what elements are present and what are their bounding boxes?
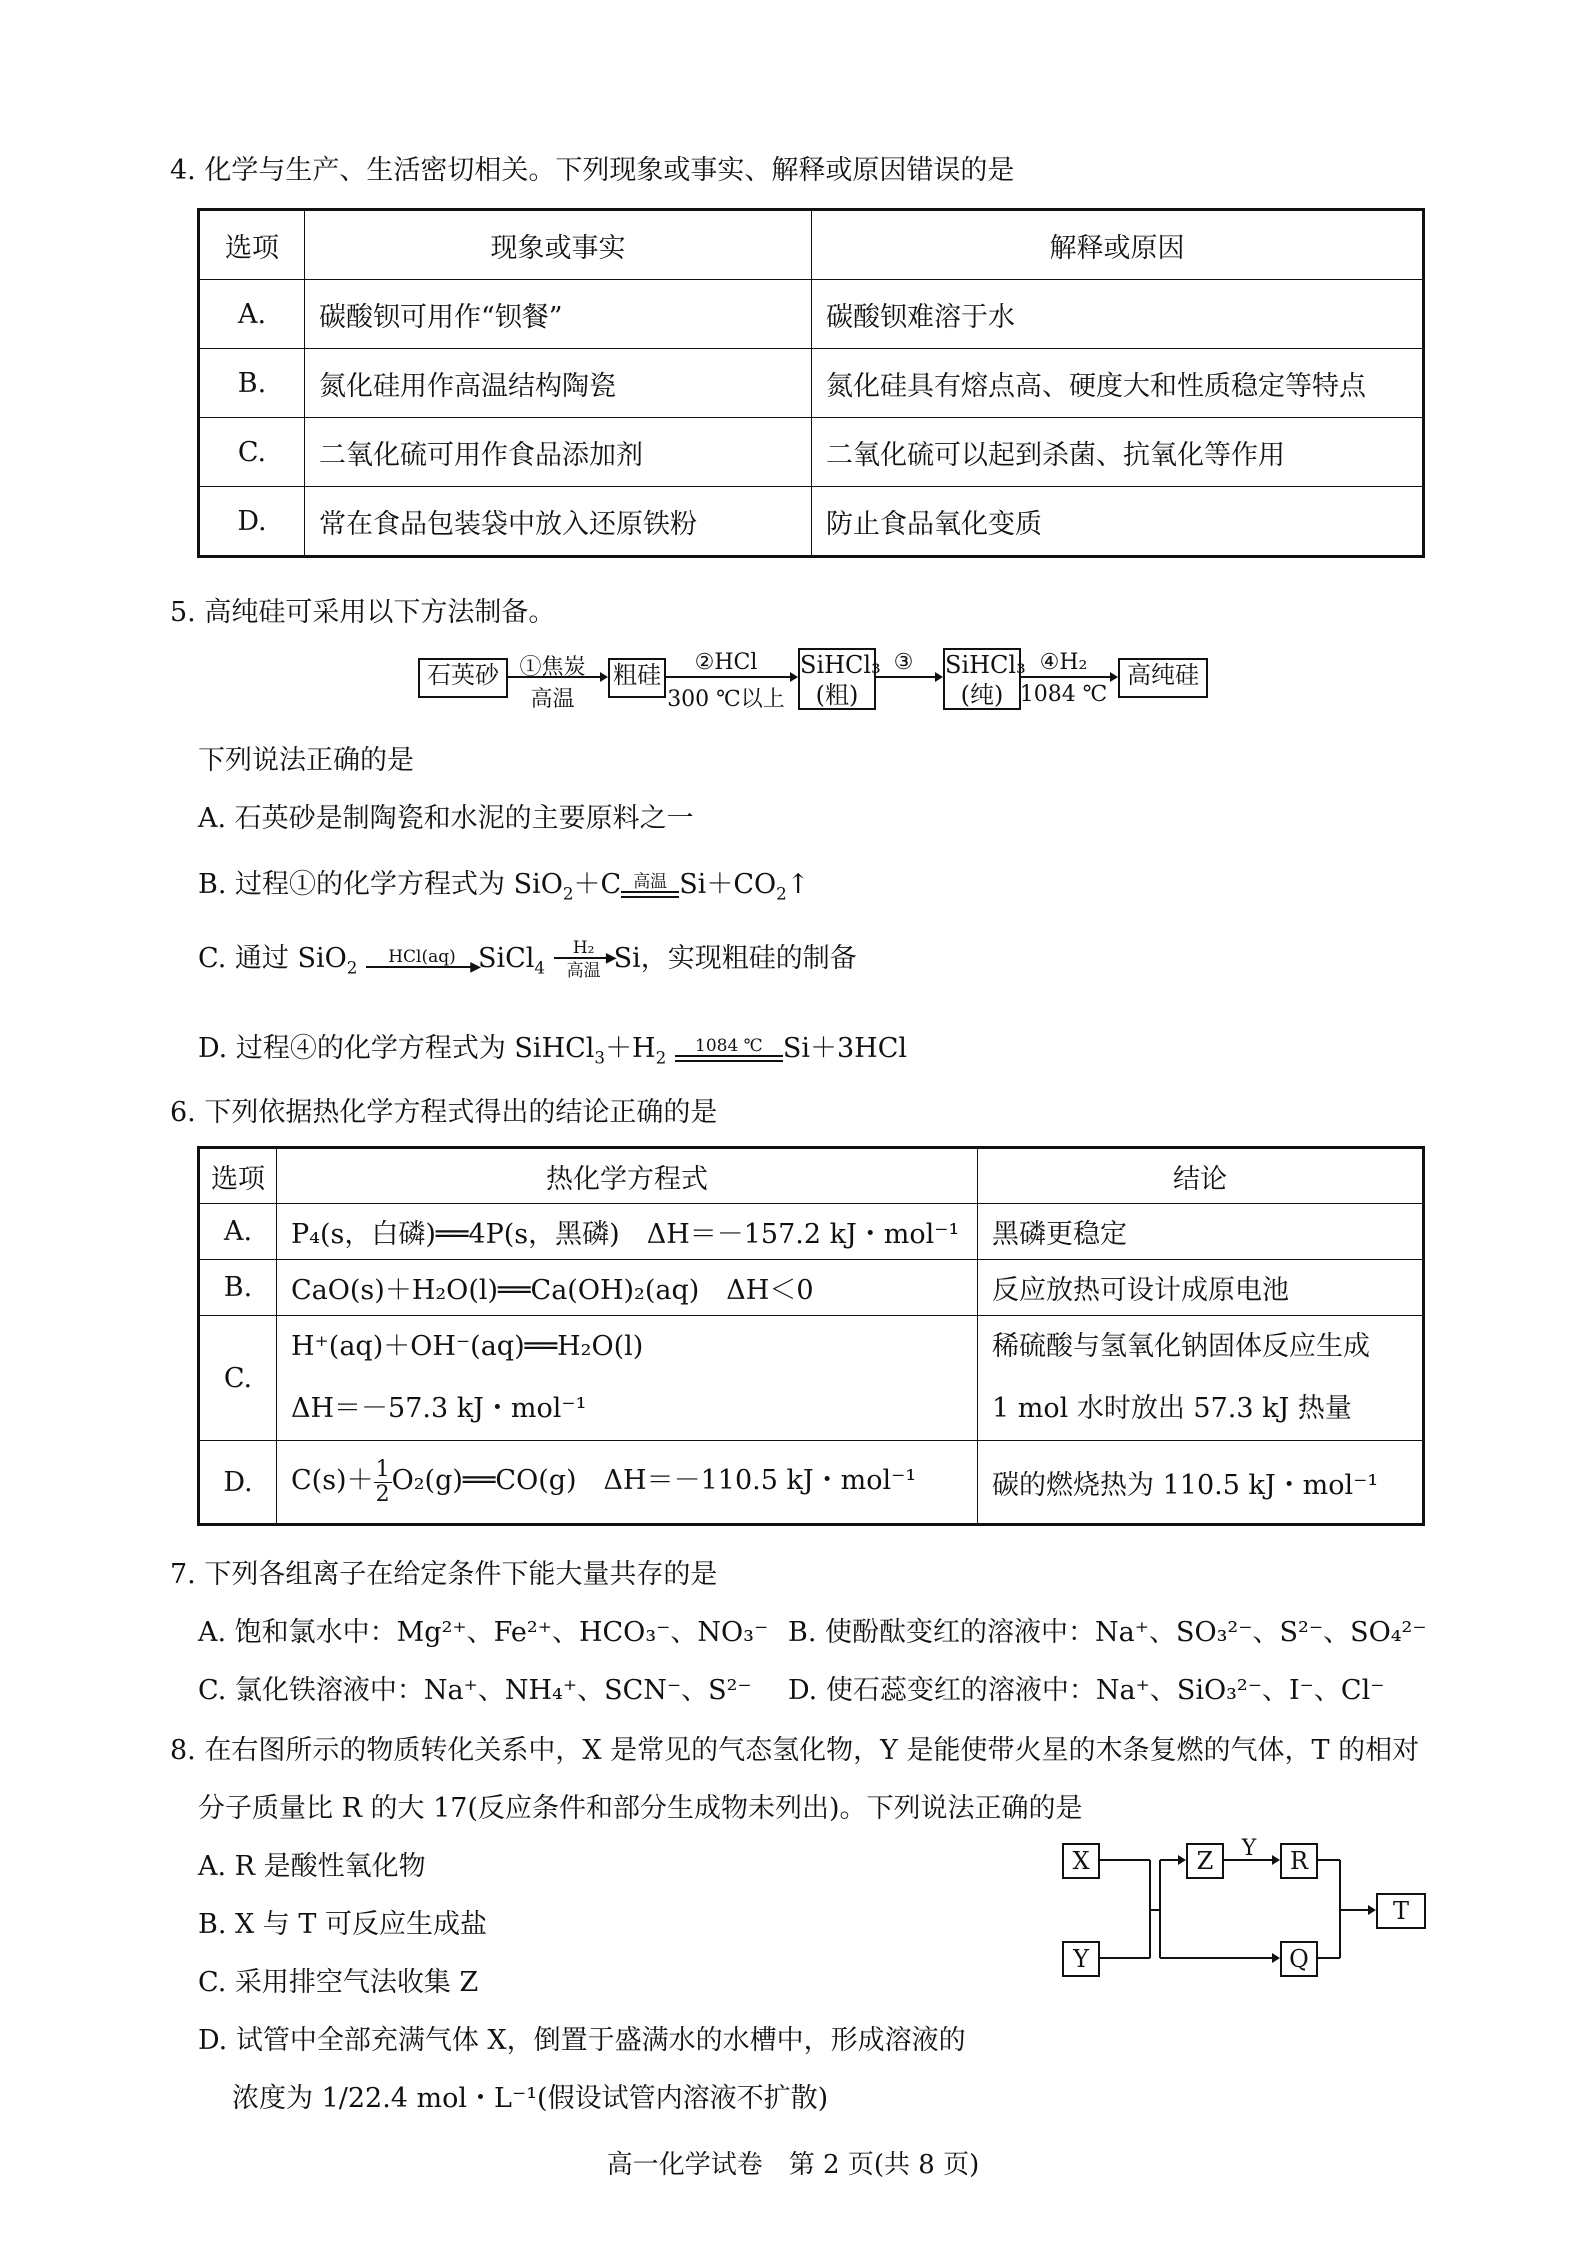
table-row — [199, 1441, 1424, 1525]
arrow-label: ②HCl — [694, 650, 758, 675]
q5-option-c: C. 通过 SiO$_2$ HCl(aq) ▶ SiCl$_4$ H₂ ▶ 高温 Si，实现粗硅的制备 — [198, 937, 857, 981]
text: Si，实现粗硅的制备 — [613, 943, 857, 974]
gas-up-arrow-icon: ↑ — [786, 869, 810, 900]
box-line: SiHCl₃ — [945, 651, 1026, 679]
option-cell: D. — [199, 1441, 277, 1525]
table-header-row — [199, 210, 1424, 280]
q6-stem: 6. 下列依据热化学方程式得出的结论正确的是 — [170, 1097, 718, 1128]
node-y: Y — [1062, 1941, 1100, 1977]
q8-stem-line2: 分子质量比 R 的大 17(反应条件和部分生成物未列出)。下列说法正确的是 — [198, 1793, 1083, 1824]
option-cell: C. — [199, 1316, 277, 1441]
explanation-cell: 二氧化硫可以起到杀菌、抗氧化等作用 — [812, 418, 1424, 487]
q7-option-a: A. 饱和氯水中：Mg²⁺、Fe²⁺、HCO₃⁻、NO₃⁻ — [198, 1617, 769, 1648]
flow-box-crude-si: 粗硅 — [608, 658, 666, 698]
arrow-label-y: Y — [1241, 1836, 1257, 1861]
arrow-label: 1084 ℃ — [1019, 682, 1108, 707]
phenomenon-cell: 常在食品包装袋中放入还原铁粉 — [305, 487, 812, 557]
text: C. 通过 SiO — [198, 943, 347, 974]
table-row — [199, 1316, 1424, 1441]
header-equation: 热化学方程式 — [277, 1148, 978, 1204]
q5-stem: 5. 高纯硅可采用以下方法制备。 — [170, 597, 556, 628]
condition-text: 1084 ℃ — [695, 1035, 763, 1056]
arrow-label: ④H₂ — [1039, 650, 1088, 675]
node-q: Q — [1280, 1941, 1318, 1977]
denominator: 2 — [375, 1481, 390, 1507]
node-r: R — [1280, 1843, 1318, 1879]
condition-text: 高温 — [566, 960, 601, 981]
arrow-condition: HCl(aq) ▶ — [366, 949, 478, 970]
q5-prompt: 下列说法正确的是 — [198, 745, 414, 776]
explanation-cell: 氮化硅具有熔点高、硬度大和性质稳定等特点 — [812, 349, 1424, 418]
q7-stem: 7. 下列各组离子在给定条件下能大量共存的是 — [170, 1559, 718, 1590]
q4-table — [197, 208, 1425, 558]
phenomenon-cell: 氮化硅用作高温结构陶瓷 — [305, 349, 812, 418]
node-z: Z — [1186, 1843, 1224, 1879]
conclusion-cell — [978, 1316, 1424, 1441]
q8-option-c: C. 采用排空气法收集 Z — [198, 1967, 479, 1998]
text: Si＋CO — [679, 869, 777, 900]
flow-box-pure-si: 高纯硅 — [1118, 658, 1208, 698]
equation-cell: P₄(s，白磷)══4P(s，黑磷) ΔH＝－157.2 kJ・mol⁻¹ — [277, 1204, 978, 1260]
table-row — [199, 487, 1424, 557]
node-x: X — [1062, 1843, 1100, 1879]
table-header-row — [199, 1148, 1424, 1204]
equals-condition — [675, 1035, 783, 1062]
table-row — [199, 1204, 1424, 1260]
fraction — [374, 1458, 392, 1505]
q8-option-d-line2: 浓度为 1/22.4 mol・L⁻¹(假设试管内溶液不扩散) — [232, 2083, 829, 2114]
option-cell: D. — [199, 487, 305, 557]
header-option: 选项 — [199, 1148, 277, 1204]
header-option: 选项 — [199, 210, 305, 280]
box-line: (纯) — [960, 681, 1004, 709]
conclusion-line: 稀硫酸与氢氧化钠固体反应生成 — [992, 1331, 1370, 1362]
q8-option-a: A. R 是酸性氧化物 — [198, 1851, 426, 1882]
arrow-condition: H₂ ▶ 高温 — [554, 940, 614, 980]
text: C(s)＋ — [291, 1465, 374, 1497]
text: ＋H — [605, 1033, 656, 1064]
table-row — [199, 349, 1424, 418]
q5-option-d: D. 过程④的化学方程式为 $SiHCl_3+H_2$ 1084 ℃ Si＋3HCl — [198, 1033, 908, 1068]
header-conclusion: 结论 — [978, 1148, 1424, 1204]
table-row — [199, 280, 1424, 349]
text: SiCl — [477, 943, 535, 974]
q8-option-b: B. X 与 T 可反应生成盐 — [198, 1909, 487, 1940]
q7-option-b: B. 使酚酞变红的溶液中：Na⁺、SO₃²⁻、S²⁻、SO₄²⁻ — [788, 1617, 1427, 1648]
condition-text: HCl(aq) — [388, 947, 456, 967]
q8-stem-line1: 8. 在右图所示的物质转化关系中，X 是常见的气态氢化物，Y 是能使带火星的木条复燃的气体，T 的相对 — [170, 1735, 1420, 1766]
equation-line: ΔH＝－57.3 kJ・mol⁻¹ — [291, 1393, 587, 1424]
phenomenon-cell: 二氧化硫可用作食品添加剂 — [305, 418, 812, 487]
node-t: T — [1376, 1893, 1426, 1929]
text: D. 过程④的化学方程式为 SiHCl — [198, 1033, 595, 1064]
arrow-label: ③ — [893, 650, 914, 675]
equation-cell — [277, 1316, 978, 1441]
box-line: SiHCl₃ — [800, 651, 881, 679]
flow-box-quartz: 石英砂 — [418, 658, 508, 698]
arrow-label: 高温 — [530, 687, 575, 712]
arrow-label: 300 ℃以上 — [667, 687, 785, 712]
conclusion-cell: 碳的燃烧热为 110.5 kJ・mol⁻¹ — [978, 1441, 1424, 1525]
header-phenomenon: 现象或事实 — [305, 210, 812, 280]
option-cell: A. — [199, 1204, 277, 1260]
numerator: 1 — [375, 1457, 390, 1483]
q7-option-d: D. 使石蕊变红的溶液中：Na⁺、SiO₃²⁻、I⁻、Cl⁻ — [788, 1675, 1385, 1706]
conclusion-cell: 黑磷更稳定 — [978, 1204, 1424, 1260]
q8-option-d-line1: D. 试管中全部充满气体 X，倒置于盛满水的水槽中，形成溶液的 — [198, 2025, 966, 2056]
header-explanation: 解释或原因 — [812, 210, 1424, 280]
text: ＋C — [573, 869, 622, 900]
phenomenon-cell: 碳酸钡可用作“钡餐” — [305, 280, 812, 349]
conclusion-line: 1 mol 水时放出 57.3 kJ 热量 — [992, 1393, 1352, 1424]
arrow-label: ①焦炭 — [519, 655, 586, 680]
flow-box-sihcl3-pure — [943, 648, 1026, 710]
explanation-cell: 防止食品氧化变质 — [812, 487, 1424, 557]
option-cell: B. — [199, 1260, 277, 1316]
flow-box-sihcl3-crude — [798, 648, 881, 710]
table-row — [199, 1260, 1424, 1316]
text: Si＋3HCl — [782, 1033, 908, 1064]
equation-cell: CaO(s)＋H₂O(l)══Ca(OH)₂(aq) ΔH＜0 — [277, 1260, 978, 1316]
box-line: (粗) — [815, 681, 859, 709]
condition-text: H₂ — [572, 937, 595, 958]
page-footer: 高一化学试卷 第 2 页(共 8 页) — [606, 2150, 980, 2180]
conclusion-cell: 反应放热可设计成原电池 — [978, 1260, 1424, 1316]
table-row — [199, 418, 1424, 487]
option-cell: A. — [199, 280, 305, 349]
q5-option-b: B. 过程①的化学方程式为 SiO$_2$＋C 高温 $Si+CO_2↑$ — [198, 869, 810, 904]
explanation-cell: 碳酸钡难溶于水 — [812, 280, 1424, 349]
text: O₂(g)══CO(g) ΔH＝－110.5 kJ・mol⁻¹ — [391, 1465, 917, 1497]
q6-table — [197, 1146, 1425, 1526]
equation-cell — [277, 1441, 978, 1525]
equation-line: H⁺(aq)＋OH⁻(aq)══H₂O(l) — [291, 1331, 644, 1362]
q4-stem: 4. 化学与生产、生活密切相关。下列现象或事实、解释或原因错误的是 — [170, 155, 1015, 186]
q7-option-c: C. 氯化铁溶液中：Na⁺、NH₄⁺、SCN⁻、S²⁻ — [198, 1675, 752, 1706]
option-cell: C. — [199, 418, 305, 487]
option-cell: B. — [199, 349, 305, 418]
text: B. 过程①的化学方程式为 SiO — [198, 869, 563, 900]
equals-condition — [621, 871, 679, 898]
q5-option-a: A. 石英砂是制陶瓷和水泥的主要原料之一 — [198, 803, 694, 834]
condition-text: 高温 — [633, 871, 668, 892]
